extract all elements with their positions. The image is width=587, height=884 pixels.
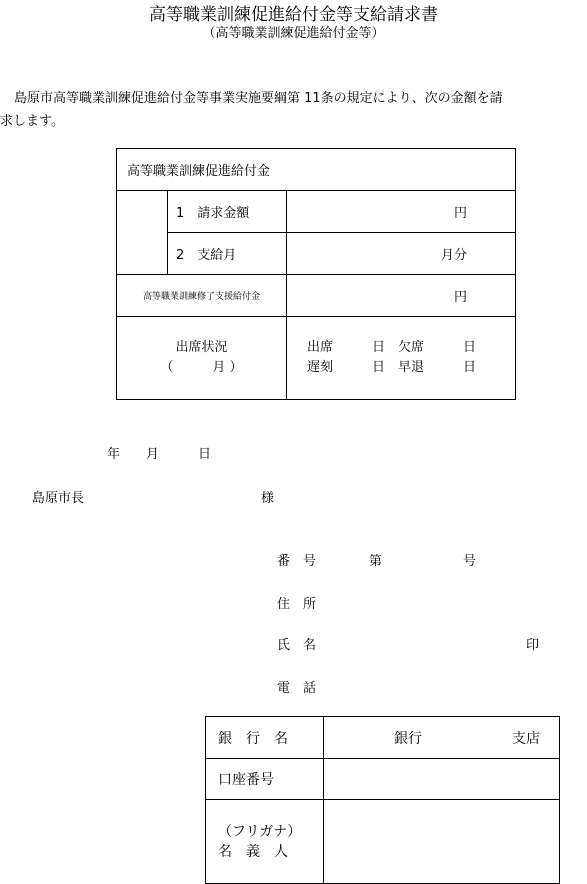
bank-suffix: 銀行 — [394, 731, 422, 747]
attendance-month[interactable]: （ 月 ） — [160, 360, 243, 375]
seal-mark: 印 — [526, 638, 540, 653]
applicant-address-label: 住 所 — [277, 597, 317, 612]
amount-table-indent-cell — [117, 191, 168, 275]
bank-name-field[interactable] — [324, 717, 560, 759]
applicant-name-label: 氏 名 — [277, 638, 317, 653]
attendance-row-attend-absent: 出席 日 欠席 日 — [307, 340, 477, 355]
payment-month-unit: 月分 — [441, 248, 468, 263]
request-amount-label: 1 請求金額 — [168, 191, 287, 233]
applicant-number-label: 番 号 — [277, 554, 317, 569]
document-title: 高等職業訓練促進給付金等支給請求書 — [149, 5, 438, 25]
request-date-field[interactable]: 年 月 日 — [107, 447, 212, 462]
bank-name-label: 銀 行 名 — [206, 717, 324, 759]
account-holder-label: 名 義 人 — [218, 843, 288, 860]
account-holder-label-cell — [206, 800, 324, 884]
amount-table-header: 高等職業訓練促進給付金 — [117, 149, 516, 191]
request-amount-unit: 円 — [454, 206, 468, 221]
branch-suffix: 支店 — [512, 731, 540, 747]
attendance-label: 出席状況 — [175, 340, 228, 355]
applicant-number-suffix: 号 — [463, 554, 477, 569]
attendance-values-cell[interactable] — [287, 317, 516, 400]
account-holder-field[interactable] — [324, 800, 560, 884]
bank-table — [205, 716, 560, 884]
completion-benefit-label: 高等職業訓練修了支援給付金 — [117, 275, 287, 317]
furigana-label: （フリガナ） — [218, 823, 302, 840]
addressee-honorific: 様 — [261, 491, 275, 506]
addressee-label: 島原市長 — [32, 491, 85, 506]
attendance-row-late-early: 遅刻 日 早退 日 — [307, 360, 477, 375]
intro-text-line2: 求します。 — [0, 114, 64, 129]
account-number-label: 口座番号 — [206, 759, 324, 800]
applicant-phone-label: 電 話 — [277, 681, 317, 696]
payment-month-label: 2 支給月 — [168, 233, 287, 275]
applicant-number-prefix: 第 — [369, 554, 383, 569]
account-number-field[interactable] — [324, 759, 560, 800]
attendance-label-cell — [117, 317, 287, 400]
completion-benefit-unit: 円 — [454, 290, 468, 305]
document-subtitle: （高等職業訓練促進給付金等） — [202, 26, 385, 41]
completion-benefit-field[interactable] — [287, 275, 516, 317]
payment-month-field[interactable] — [287, 233, 516, 275]
intro-text-line1: 島原市高等職業訓練促進給付金等事業実施要綱第 11条の規定により、次の金額を請 — [14, 91, 503, 106]
request-amount-field[interactable] — [287, 191, 516, 233]
amount-table — [116, 148, 516, 400]
